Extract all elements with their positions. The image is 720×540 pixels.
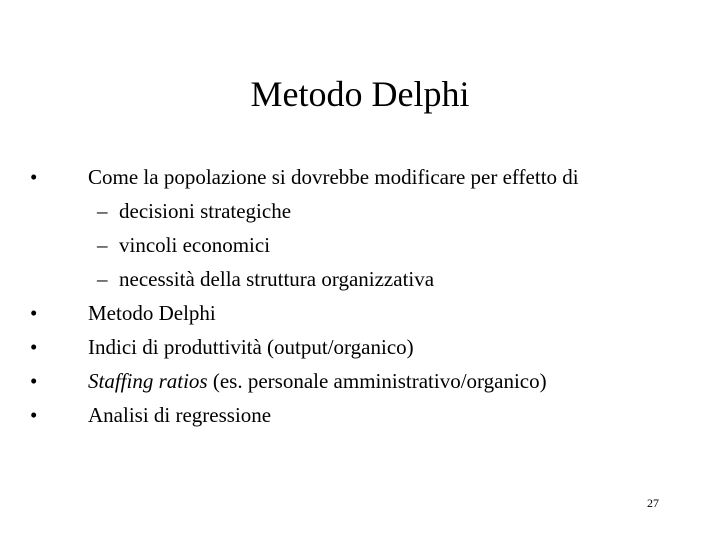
sub-bullet-text: necessità della struttura organizzativa (119, 267, 435, 291)
bullet-emphasis-text: Staffing ratios (88, 369, 208, 393)
sub-bullet-item (30, 194, 579, 228)
bullet-marker: • (30, 369, 38, 393)
sub-bullet-text: decisioni strategiche (119, 199, 292, 223)
bullet-marker: • (30, 403, 38, 427)
bullet-marker: • (30, 301, 38, 325)
sub-bullet-marker: – (97, 267, 108, 291)
bullet-list (30, 160, 579, 432)
bullet-marker: • (30, 165, 38, 189)
bullet-text: (es. personale amministrativo/organico) (207, 369, 547, 393)
sub-bullet-item (30, 228, 579, 262)
bullet-item (30, 330, 579, 364)
sub-bullet-item (30, 262, 579, 296)
bullet-marker: • (30, 335, 38, 359)
slide-title: Metodo Delphi (250, 74, 470, 114)
bullet-text: Analisi di regressione (88, 403, 272, 427)
page-number: 27 (647, 496, 659, 510)
bullet-text: Indici di produttività (output/organico) (88, 335, 414, 359)
bullet-text: Come la popolazione si dovrebbe modificare per effetto di (88, 165, 579, 189)
bullet-item (30, 398, 579, 432)
sub-bullet-text: vincoli economici (119, 233, 271, 257)
bullet-text: Metodo Delphi (88, 301, 216, 325)
bullet-item (30, 296, 579, 330)
sub-bullet-marker: – (97, 233, 108, 257)
bullet-item (30, 160, 579, 194)
bullet-item (30, 364, 579, 398)
sub-bullet-marker: – (97, 199, 108, 223)
